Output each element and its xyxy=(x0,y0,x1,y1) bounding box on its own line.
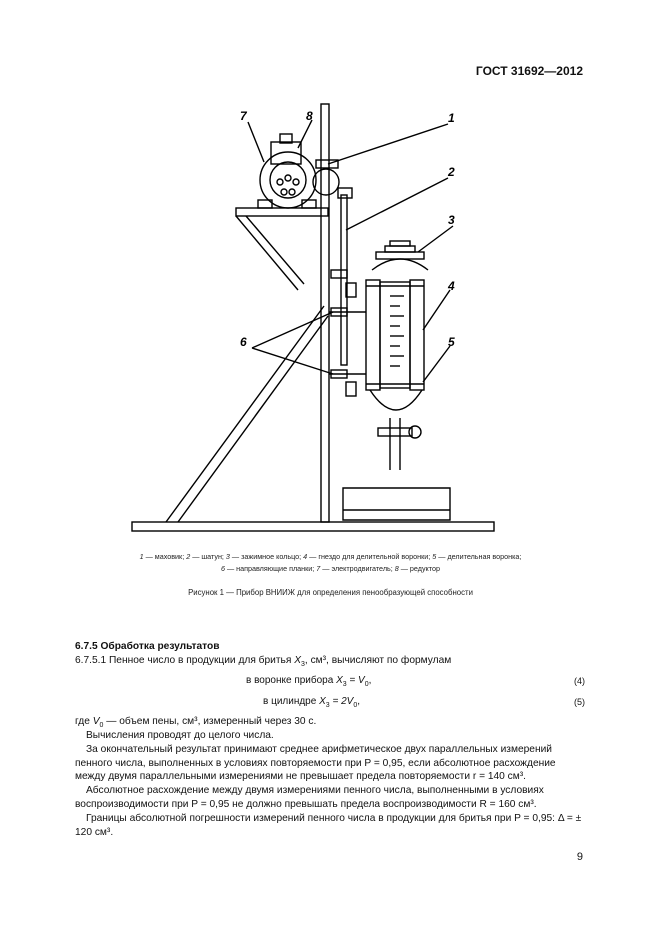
formula-5-expr: = 2V xyxy=(329,696,354,707)
document-header: ГОСТ 31692—2012 xyxy=(475,64,583,78)
figure-label-1: 1 xyxy=(448,111,455,125)
legend-text: — шатун; xyxy=(190,552,226,561)
legend-num: 1 xyxy=(139,552,144,561)
formula-4-expr: = V xyxy=(346,675,365,686)
figure-label-3: 3 xyxy=(448,213,455,227)
legend-num: 7 xyxy=(316,564,321,573)
figure-label-4: 4 xyxy=(448,279,455,293)
p1-var: X xyxy=(294,655,301,666)
legend-line-2 xyxy=(0,563,661,575)
p1-text-tail: , см³, вычисляют по формулам xyxy=(304,655,452,666)
paragraph-final-result: За окончательный результат принимают среднее арифметическое двух параллельных измерений пенного числа, выполненных в условиях повторяемости при P = 0,95, если абсолютное расхождение между двумя параллельными измерениями не превышает предела повторяемости r = 140 см³. xyxy=(75,744,556,782)
figure-legend xyxy=(0,551,661,575)
legend-num: 4 xyxy=(303,552,308,561)
formula-5-var: X xyxy=(319,696,326,707)
legend-num: 2 xyxy=(186,552,191,561)
legend-num: 5 xyxy=(432,552,437,561)
formula-4-sub2: 0 xyxy=(364,681,369,688)
figure-label-6: 6 xyxy=(240,335,247,349)
page-number: 9 xyxy=(576,851,583,863)
paragraph-6-7-5-1 xyxy=(75,654,588,672)
legend-text: — направляющие планки; xyxy=(224,564,317,573)
section-title: 6.7.5 Обработка результатов xyxy=(75,641,220,652)
p1-text: 6.7.5.1 Пенное число в продукции для бритья xyxy=(75,655,295,666)
legend-text: — электродвигатель; xyxy=(320,564,395,573)
legend-text: — делительная воронка; xyxy=(436,552,522,561)
legend-num: 8 xyxy=(394,564,399,573)
where-sub: 0 xyxy=(99,722,104,730)
apparatus-figure xyxy=(128,100,498,540)
formula-5-text: в цилиндре xyxy=(263,696,320,707)
legend-num: 3 xyxy=(225,552,230,561)
formula-4-tail: , xyxy=(368,675,372,686)
figure-caption: Рисунок 1 — Прибор ВНИИЖ для определения пенообразующей способности xyxy=(188,588,473,597)
formula-5-sub: 3 xyxy=(325,702,330,709)
legend-text: — гнездо для делительной воронки; xyxy=(307,552,433,561)
formula-5-number: (5) xyxy=(574,697,585,707)
figure-label-7: 7 xyxy=(240,109,247,123)
formula-4-sub: 3 xyxy=(342,681,347,688)
paragraph-reproducibility: Абсолютное расхождение между двумя измерениями пенного числа, выполненными в условиях воспроизводимости при P = 0,95 не должно превышать предела воспроизводимости R = 160 см³. xyxy=(75,785,544,810)
formula-4 xyxy=(246,674,546,692)
formula-5-tail: , xyxy=(357,696,360,707)
formula-4-var: X xyxy=(336,675,343,686)
legend-num: 6 xyxy=(220,564,225,573)
paragraph-calc: Вычисления проводят до целого числа. xyxy=(86,730,274,741)
legend-line-1 xyxy=(0,551,661,563)
formula-5-sub2: 0 xyxy=(353,702,358,709)
legend-text: — маховик; xyxy=(143,552,187,561)
figure-label-8: 8 xyxy=(306,109,313,123)
formula-4-text: в воронке прибора xyxy=(246,675,337,686)
formula-4-number: (4) xyxy=(574,676,585,686)
where-var: V xyxy=(92,716,100,727)
figure-label-2: 2 xyxy=(448,165,455,179)
figure-label-5: 5 xyxy=(448,335,455,349)
paragraph-error-bounds: Границы абсолютной погрешности измерений пенного числа в продукции для бритья при P = 0,95: Δ = ± 120 см³. xyxy=(75,813,582,838)
where-tail: — объем пены, см³, измеренный через 30 с. xyxy=(103,716,317,727)
p1-sub: 3 xyxy=(301,661,305,669)
legend-text: — редуктор xyxy=(398,564,440,573)
where-text: где xyxy=(75,716,93,727)
legend-text: — зажимное кольцо; xyxy=(229,552,304,561)
formula-5 xyxy=(263,695,563,713)
